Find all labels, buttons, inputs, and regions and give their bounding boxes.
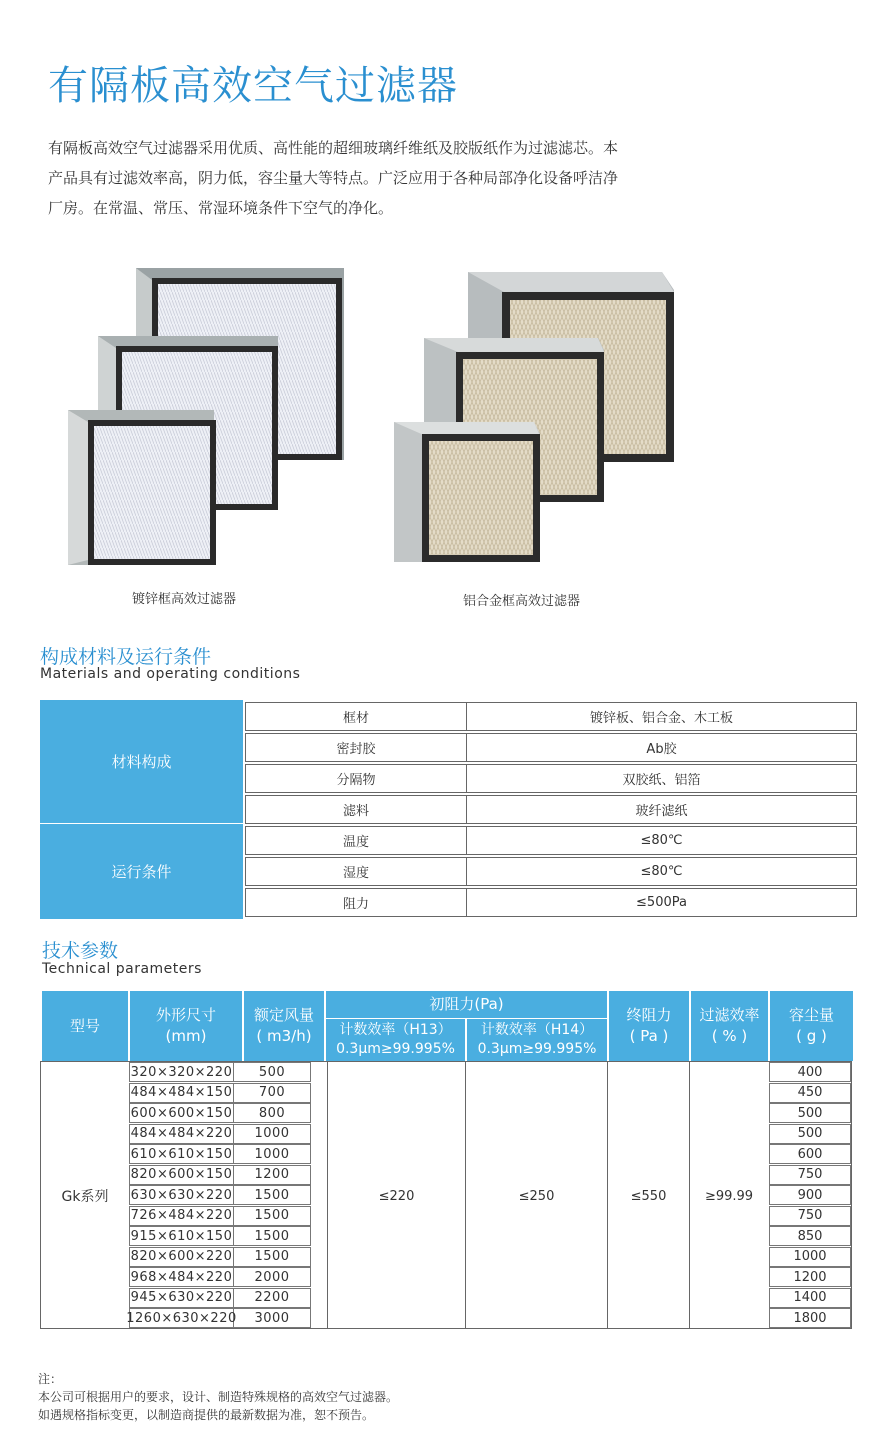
materials-section-title: 构成材料及运行条件 <box>40 646 212 668</box>
airflow-cell: 800 <box>258 1105 286 1121</box>
airflow-cell: 1500 <box>254 1249 290 1264</box>
airflow-cell: 3000 <box>254 1310 290 1326</box>
aluminum-filter-caption: 铝合金框高效过滤器 <box>463 594 581 609</box>
materials-row <box>245 764 857 793</box>
operating-row-key: 温度 <box>246 827 467 854</box>
operating-row <box>245 888 857 917</box>
dust-cell: 750 <box>769 1206 851 1226</box>
table-row <box>129 1062 311 1082</box>
materials-row-key: 密封胶 <box>246 734 467 761</box>
table-row <box>126 1308 311 1328</box>
dust-cell: 400 <box>769 1062 851 1082</box>
airflow-cell: 2200 <box>254 1290 290 1305</box>
airflow-cell: 1500 <box>254 1228 290 1244</box>
airflow-cell: 1200 <box>254 1167 290 1182</box>
table-row <box>129 1267 311 1287</box>
dust-cell: 1800 <box>769 1308 851 1328</box>
airflow-cell: 1500 <box>254 1187 290 1203</box>
size-cell: 320×320×220 <box>130 1064 233 1080</box>
materials-row-value: 玻纤滤纸 <box>635 804 688 819</box>
size-cell: 820×600×150 <box>130 1167 233 1182</box>
operating-row <box>245 826 857 855</box>
operating-row-value: ≤80℃ <box>640 864 683 879</box>
tech-section-subtitle: Technical parameters <box>42 961 202 977</box>
header-init-resistance: 初阻力(Pa) <box>326 991 607 1018</box>
galvanized-filter-photo <box>58 260 358 585</box>
efficiency-cell: ≥99.99 <box>704 1188 754 1204</box>
header-size: 外形尺寸 (mm) <box>130 991 242 1061</box>
dust-cell: 450 <box>769 1083 851 1103</box>
header-airflow: 额定风量 ( m3/h) <box>244 991 324 1061</box>
h13-value-cell: ≤220 <box>378 1188 415 1204</box>
header-efficiency: 过滤效率 ( % ) <box>691 991 768 1061</box>
operating-row-value: ≤500Pa <box>636 895 687 910</box>
header-h13: 计数效率（H13） 0.3μm≥99.995% <box>326 1019 465 1061</box>
size-cell: 968×484×220 <box>130 1269 233 1285</box>
h14-value-cell: ≤250 <box>518 1188 555 1204</box>
materials-row-value: Ab胶 <box>646 742 677 757</box>
table-row <box>129 1226 311 1246</box>
dust-cell: 900 <box>769 1185 851 1205</box>
materials-group-label: 材料构成 <box>40 700 243 823</box>
header-h14: 计数效率（H14） 0.3μm≥99.995% <box>467 1019 607 1061</box>
model-cell: Gk系列 <box>61 1189 109 1205</box>
operating-row-key: 湿度 <box>246 858 467 885</box>
dust-cell: 500 <box>769 1103 851 1123</box>
operating-row-key: 阻力 <box>246 889 467 916</box>
dust-cell: 500 <box>769 1124 851 1144</box>
size-cell: 630×630×220 <box>130 1187 233 1203</box>
dust-cell: 1400 <box>769 1288 851 1308</box>
dust-cell: 1000 <box>769 1247 851 1267</box>
materials-row <box>245 702 857 731</box>
size-cell: 726×484×220 <box>130 1208 233 1223</box>
materials-row-key: 框材 <box>246 703 467 730</box>
notes <box>38 1370 398 1424</box>
final-resistance-cell: ≤550 <box>630 1188 667 1204</box>
materials-row-value: 镀锌板、铝合金、木工板 <box>589 711 733 726</box>
table-row <box>129 1083 311 1103</box>
header-final-resistance: 终阻力 ( Pa ) <box>609 991 689 1061</box>
table-row <box>129 1144 311 1164</box>
table-row <box>129 1288 311 1308</box>
airflow-cell: 1000 <box>254 1146 290 1162</box>
dust-cell: 750 <box>769 1165 851 1185</box>
dust-cell: 1200 <box>769 1267 851 1287</box>
table-row <box>129 1206 311 1226</box>
materials-row <box>245 795 857 824</box>
header-dust: 容尘量 ( g ) <box>770 991 853 1061</box>
airflow-cell: 1500 <box>254 1208 290 1223</box>
materials-section-subtitle: Materials and operating conditions <box>40 666 301 682</box>
materials-row <box>245 733 857 762</box>
table-row <box>129 1165 311 1185</box>
intro-paragraph: 有隔板高效空气过滤器采用优质、高性能的超细玻璃纤维纸及胶版纸作为过滤滤芯。本产品具有过滤效率高，阴力低，容尘量大等特点。广泛应用于各种局部净化设备呼洁净厂房。在常温、常压、常湿环境条件下空气的净化。 <box>48 139 619 217</box>
header-model: 型号 <box>42 991 128 1061</box>
page-title: 有隔板高效空气过滤器 <box>48 63 458 109</box>
tech-section-title: 技术参数 <box>42 940 119 962</box>
size-cell: 915×610×150 <box>130 1228 233 1244</box>
size-cell: 484×484×220 <box>130 1126 233 1141</box>
materials-row-key: 分隔物 <box>246 765 467 792</box>
materials-row-value: 双胶纸、铝箔 <box>622 773 701 788</box>
notes-label: 注： <box>38 1372 63 1386</box>
notes-line: 如遇规格指标变更，以制造商提供的最新数据为准，恕不预告。 <box>38 1408 375 1422</box>
operating-row <box>245 857 857 886</box>
size-cell: 1260×630×220 <box>126 1310 237 1326</box>
airflow-cell: 2000 <box>254 1269 290 1285</box>
dust-cell: 600 <box>769 1144 851 1164</box>
operating-group-label: 运行条件 <box>40 824 243 919</box>
table-row <box>129 1124 311 1144</box>
dust-cell: 850 <box>769 1226 851 1246</box>
airflow-cell: 1000 <box>254 1126 290 1141</box>
tech-table-body <box>40 1061 852 1329</box>
notes-line: 本公司可根据用户的要求，设计、制造特殊规格的高效空气过滤器。 <box>38 1390 399 1404</box>
size-cell: 484×484×150 <box>130 1085 233 1100</box>
table-row <box>129 1103 311 1123</box>
galvanized-filter-caption: 镀锌框高效过滤器 <box>132 592 237 607</box>
operating-row-value: ≤80℃ <box>640 833 683 848</box>
airflow-cell: 500 <box>258 1064 286 1080</box>
size-cell: 610×610×150 <box>130 1146 233 1162</box>
table-row <box>129 1185 311 1205</box>
materials-row-key: 滤料 <box>246 796 467 823</box>
table-row <box>129 1247 311 1267</box>
size-cell: 945×630×220 <box>130 1290 233 1305</box>
airflow-cell: 700 <box>258 1085 286 1100</box>
size-cell: 600×600×150 <box>130 1105 233 1121</box>
size-cell: 820×600×220 <box>130 1249 233 1264</box>
materials-table <box>40 700 857 919</box>
aluminum-filter-photo <box>384 262 684 587</box>
